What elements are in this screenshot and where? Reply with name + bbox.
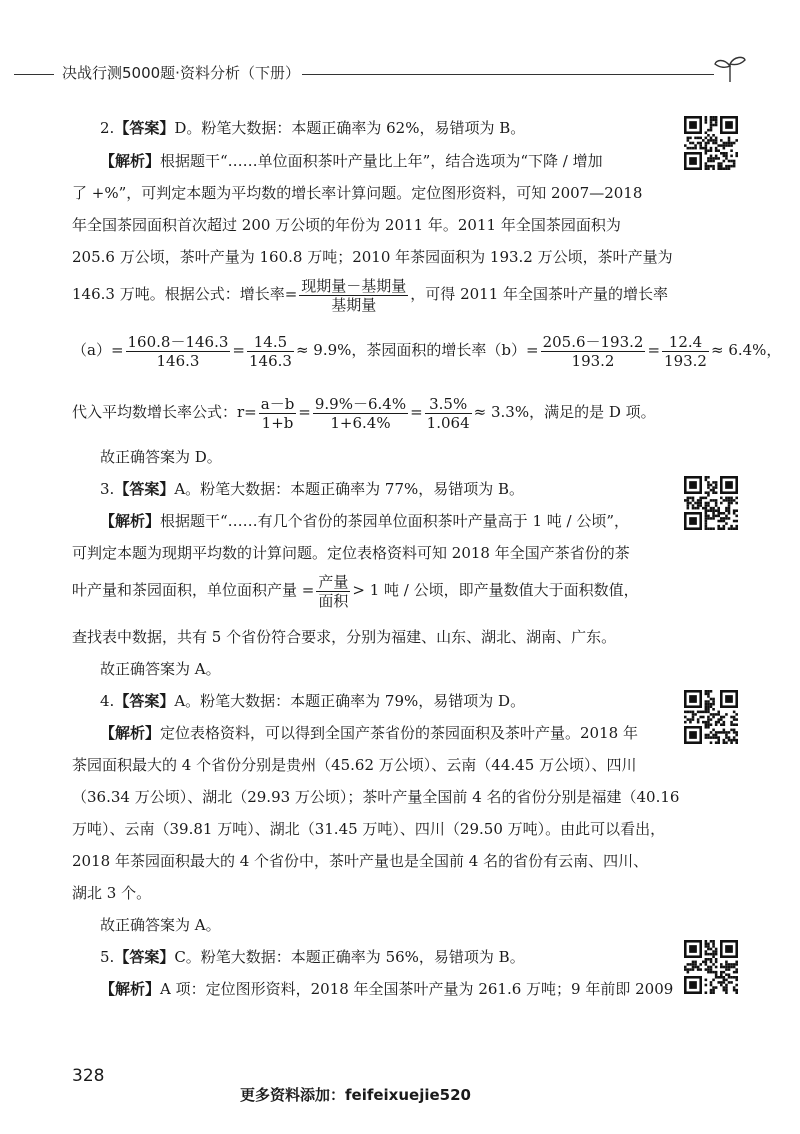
q2-average-growth-line xyxy=(72,390,664,434)
q2-analysis-line-1 xyxy=(100,145,664,177)
q4-analysis-line-1 xyxy=(100,717,664,749)
q4-conclusion: 故正确答案为 A。 xyxy=(100,916,221,934)
text-run: 146.3 万吨。根据公式：增长率= xyxy=(72,285,298,303)
text-run: ≈ 9.9%，茶园面积的增长率（b）= xyxy=(295,341,539,359)
q4-analysis-line-2: 茶园面积最大的 4 个省份分别是贵州（45.62 万公顷）、云南（44.45 万公顷）、四川 xyxy=(72,756,637,774)
qr-code-icon[interactable] xyxy=(684,476,738,530)
text-run: 根据题干“……有几个省份的茶园单位面积茶叶产量高于 1 吨 / 公顷”， xyxy=(160,512,630,530)
text-run: 定位表格资料，可以得到全国产茶省份的茶园面积及茶叶产量。2018 年 xyxy=(160,724,638,742)
fraction xyxy=(316,573,350,610)
q3-answer-tag: 【答案】 xyxy=(114,480,175,498)
footer-contact: 更多资料添加：feifeixuejie520 xyxy=(240,1086,471,1104)
q3-number: 3. xyxy=(100,480,115,498)
fraction xyxy=(247,333,294,370)
q5-number: 5. xyxy=(100,948,115,966)
q2-calc-line xyxy=(72,328,782,372)
numerator: 205.6－193.2 xyxy=(542,332,644,351)
q2-answer-text: D。粉笔大数据：本题正确率为 62%，易错项为 B。 xyxy=(174,119,526,137)
numerator: 9.9%－6.4% xyxy=(314,394,407,413)
text-run: = xyxy=(647,341,661,359)
text-run: （a）= xyxy=(72,341,124,359)
numerator: 3.5% xyxy=(425,395,472,414)
text-run: = xyxy=(410,403,423,421)
text-run: 叶产量和茶园面积，单位面积产量 = xyxy=(72,581,315,599)
text-run: A 项：定位图形资料，2018 年全国茶叶产量为 261.6 万吨；9 年前即 2009 xyxy=(160,980,674,998)
q3-analysis-line-2: 可判定本题为现期平均数的计算问题。定位表格资料可知 2018 年全国产茶省份的茶 xyxy=(72,544,630,562)
page-number: 328 xyxy=(72,1066,105,1086)
q2-analysis-line-3: 年全国茶园面积首次超过 200 万公顷的年份为 2011 年。2011 年全国茶园面积为 xyxy=(72,216,621,234)
q2-growth-formula-line xyxy=(72,272,669,316)
denominator: 面积 xyxy=(318,591,349,610)
denominator: 146.3 xyxy=(156,351,200,370)
denominator: 基期量 xyxy=(331,295,377,314)
q2-analysis-line-4: 205.6 万公顷，茶叶产量为 160.8 万吨；2010 年茶园面积为 193.2 万公顷，茶叶产量为 xyxy=(72,248,673,266)
q3-analysis-line-4: 查找表中数据，共有 5 个省份符合要求，分别为福建、山东、湖北、湖南、广东。 xyxy=(72,628,617,646)
q5-analysis-line-1 xyxy=(100,973,674,1005)
fraction xyxy=(126,333,231,370)
fraction xyxy=(259,395,297,432)
numerator: 产量 xyxy=(318,572,349,591)
q5-answer-line xyxy=(100,941,664,973)
qr-code-icon[interactable] xyxy=(684,690,738,744)
denominator: 1+6.4% xyxy=(330,413,391,432)
q2-answer-tag: 【答案】 xyxy=(114,119,175,137)
q4-analysis-line-4: 万吨）、云南（39.81 万吨）、湖北（31.45 万吨）、四川（29.50 万吨）。由此可以看出， xyxy=(72,820,666,838)
denominator: 146.3 xyxy=(248,351,292,370)
text-run: > 1 吨 / 公顷，即产量数值大于面积数值， xyxy=(352,581,639,599)
fraction xyxy=(313,395,408,432)
q4-number: 4. xyxy=(100,692,115,710)
q2-analysis-tag: 【解析】 xyxy=(100,152,161,170)
q5-answer-tag: 【答案】 xyxy=(114,948,175,966)
q4-analysis-line-6: 湖北 3 个。 xyxy=(72,884,152,902)
numerator: 160.8－146.3 xyxy=(127,332,229,351)
q3-conclusion: 故正确答案为 A。 xyxy=(100,660,221,678)
denominator: 193.2 xyxy=(664,351,707,370)
q3-analysis-tag: 【解析】 xyxy=(100,512,161,530)
text-run: = xyxy=(232,341,245,359)
header-title: 决战行测5000题·资料分析（下册） xyxy=(62,64,300,82)
fraction xyxy=(541,333,646,370)
q4-answer-line xyxy=(100,685,664,717)
denominator: 1+b xyxy=(261,413,294,432)
q3-answer-text: A。粉笔大数据：本题正确率为 77%，易错项为 B。 xyxy=(174,480,525,498)
text-run: = xyxy=(298,403,311,421)
text-run: 根据题干“……单位面积茶叶产量比上年”，结合选项为“下降 / 增加 xyxy=(160,152,603,170)
q2-conclusion: 故正确答案为 D。 xyxy=(100,448,222,466)
q3-analysis-line-1 xyxy=(100,505,664,537)
fraction xyxy=(425,395,472,432)
qr-code-icon[interactable] xyxy=(684,940,738,994)
fraction xyxy=(662,333,709,370)
q4-analysis-line-5: 2018 年茶园面积最大的 4 个省份中，茶叶产量也是全国前 4 名的省份有云南、四川、 xyxy=(72,852,649,870)
numerator: 14.5 xyxy=(247,333,294,352)
numerator: 现期量－基期量 xyxy=(301,276,407,295)
q3-answer-line xyxy=(100,473,664,505)
q2-number: 2. xyxy=(100,119,115,137)
q4-answer-tag: 【答案】 xyxy=(114,692,175,710)
numerator: 12.4 xyxy=(662,333,709,352)
qr-code-icon[interactable] xyxy=(684,116,738,170)
text-run: ≈ 6.4%， xyxy=(710,341,782,359)
denominator: 193.2 xyxy=(571,351,615,370)
q2-analysis-line-2: 了 +%”，可判定本题为平均数的增长率计算问题。定位图形资料，可知 2007—2018 xyxy=(72,184,643,202)
q4-analysis-tag: 【解析】 xyxy=(100,724,161,742)
text-run: ，可得 2011 年全国茶叶产量的增长率 xyxy=(410,285,669,303)
fraction xyxy=(299,277,408,314)
denominator: 1.064 xyxy=(426,413,470,432)
q5-answer-text: C。粉笔大数据：本题正确率为 56%，易错项为 B。 xyxy=(174,948,525,966)
text-run: ≈ 3.3%，满足的是 D 项。 xyxy=(473,403,656,421)
q4-answer-text: A。粉笔大数据：本题正确率为 79%，易错项为 D。 xyxy=(174,692,526,710)
text-run: 代入平均数增长率公式：r= xyxy=(72,403,257,421)
q4-analysis-line-3: （36.34 万公顷）、湖北（29.93 万公顷）；茶叶产量全国前 4 名的省份分别是福建（40.16 xyxy=(72,788,680,806)
numerator: a－b xyxy=(260,394,295,413)
q3-analysis-line-3 xyxy=(72,568,664,612)
q2-answer-line xyxy=(100,112,664,144)
q5-analysis-tag: 【解析】 xyxy=(100,980,161,998)
